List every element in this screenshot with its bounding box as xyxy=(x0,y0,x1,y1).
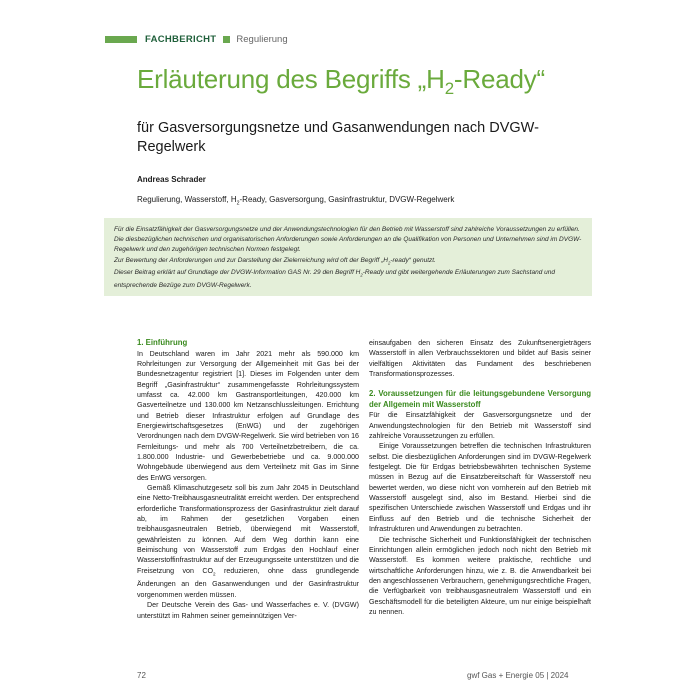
left-column xyxy=(137,338,359,621)
section-label: FACHBERICHT xyxy=(145,33,217,45)
section-header xyxy=(105,31,288,47)
author: Andreas Schrader xyxy=(137,175,206,184)
abstract-paragraph: Dieser Beitrag erklärt auf Grundlage der DVGW-Information GAS Nr. 29 den Begriff $H_2$-Ready und gibt weitergehende Erläuterungen zum Sachstand und entsprechende Bezüge zum DVGW-Regelwerk. xyxy=(114,269,555,289)
body-paragraph: Einige Voraussetzungen betreffen die technischen Infrastrukturen selbst. Die diesbezüglichen Anforderungen sind im DVGW-Regelwerk festgelegt. Die für Erdgas betriebsbewährten technischen Systeme müssen in Bezug auf die Einsatzbereitschaft für Wasserstoff neu bewertet werden, wo diese nicht von vornherein auf den Betrieb mit Wasserstoff ausgelegt sind, also im Bestand. Hierbei sind die spezifischen Unterschiede zwischen Wasserstoff und Erdgas und ihr Einfluss auf den Betrieb und die technische Sicherheit der Infrastrukturen und Anwendungen zu betrachten. xyxy=(369,442,591,534)
body-paragraph: Der Deutsche Verein des Gas- und Wasserfaches e. V. (DVGW) unterstützt im Rahmen seiner gemeinnützigen Ver- xyxy=(137,601,359,620)
page-number: 72 xyxy=(137,671,146,680)
header-square-icon xyxy=(223,36,230,43)
keywords: Regulierung, Wasserstoff, $H_2$-Ready, Gasversorgung, Gasinfrastruktur, DVGW-Regelwerk xyxy=(137,195,455,207)
article-subtitle: für Gasversorgungsnetze und Gasanwendungen nach DVGW-Regelwerk xyxy=(137,120,539,155)
header-accent-bar xyxy=(105,36,137,43)
body-paragraph: Für die Einsatzfähigkeit der Gasversorgungsnetze und der Anwendungstechnologien für den Betrieb mit Wasserstoff sind zahlreiche Voraussetzungen zu erfüllen. xyxy=(369,411,591,441)
article-title: Erläuterung des Begriffs $„H_2-Ready“$ xyxy=(137,64,545,99)
category-label: Regulierung xyxy=(236,33,288,45)
abstract-paragraph: Zur Bewertung der Anforderungen und zur Darstellung der Zielerreichung wird oft der Begriff $„H_2-ready“$ genutzt. xyxy=(114,256,436,265)
publication-info: gwf Gas + Energie 05 | 2024 xyxy=(467,671,569,680)
right-column xyxy=(369,338,591,617)
body-paragraph: einsaufgaben den sicheren Einsatz des Zukunftsenergieträgers Wasserstoff in allen Verbrauchssektoren und bildet auf Basis seiner vielfältigen Aktivitäten das Fundament des beschriebenen Transformationsprozesses. xyxy=(369,339,591,379)
body-paragraph: In Deutschland waren im Jahr 2021 mehr als 590.000 km Rohrleitungen zur Versorgung der Allgemeinheit mit Gas bei der Bundesnetzagentur registriert [1]. Dieses im Folgenden unter dem Begriff „Gasinfrastruktur“ zusammengefasste Rohrleitungssystem umfasst ca. 42.000 km Gastransportleitungen, 420.000 km Gasverteilnetze und 130.000 km Netzanschlussleitungen. Errichtung und Betrieb dieser Infrastruktur erfolgen auf Grundlage des Energiewirtschaftsgesetzes (EnWG) und der zugehörigen Verordnungen nach dem DVGW-Regelwerk. Sie wird betrieben von 16 Fernleitungs- und mehr als 700 Verteilnetzbetreibern, die ca. 1.800.000 Industrie- und Gewerbebetriebe und ca. 9.000.000 Wohngebäude überwiegend aus dem Verteilnetz mit Gas im Sinne des EnWG versorgen. xyxy=(137,349,359,482)
body-paragraph: Die technische Sicherheit und Funktionsfähigkeit der technischen Einrichtungen allein ermöglichen jedoch noch nicht den Betrieb mit Wasserstoff. Es kommen weitere praktische, rechtliche und wirtschaftliche Anforderungen hinzu, wie z. B. die Anwendbarkeit bei den angeschlossenen Verbrauchern, genehmigungsrechtliche Fragen, die Verfügbarkeit von treibhausgasneutralem Wasserstoff und ein Geschäftsmodell für die beteiligten Akteure, um nur einige beispielhaft zu nennen. xyxy=(369,535,591,616)
section-heading: 1. Einführung xyxy=(137,338,188,347)
abstract-box xyxy=(104,218,592,296)
abstract-paragraph: Für die Einsatzfähigkeit der Gasversorgungsnetze und der Anwendungstechnologien für den Betrieb mit Wasserstoff sind zahlreiche Voraussetzungen zu erfüllen. Die diesbezüglichen technischen und organisatorischen Anforderungen sowie Anforderungen an die Qualifikation von Personen und Unternehmen sind im DVGW-Regelwerk und den zugehörigen technischen Normen festgelegt. xyxy=(114,226,582,254)
section-heading: 2. Voraussetzungen für die leitungsgebundene Versorgung der Allgemein mit Wasserstoff xyxy=(369,389,591,409)
body-paragraph: Gemäß Klimaschutzgesetz soll bis zum Jahr 2045 in Deutschland eine Netto-Treibhausgasneutralität erreicht werden. Der entsprechend erforderliche Transformationsprozess der Gasinfrastruktur zielt darauf ab, im Rahmen der gesetzlichen Vorgaben einen treibhausgasneutralen Betrieb, überwiegend mit Wasserstoff, gewährleisten zu können. Auf dem Weg dorthin kann eine Beimischung von Wasserstoff zum Erdgas den Hochlauf einer Wasserstoffinfrastruktur auf der Erzeugungsseite unterstützen und die Freisetzung von $CO_2$ reduzieren, ohne dass grundlegende Änderungen an den Gasanwendungen und der Gasinfrastruktur vorgenommen werden müssen. xyxy=(137,483,359,599)
